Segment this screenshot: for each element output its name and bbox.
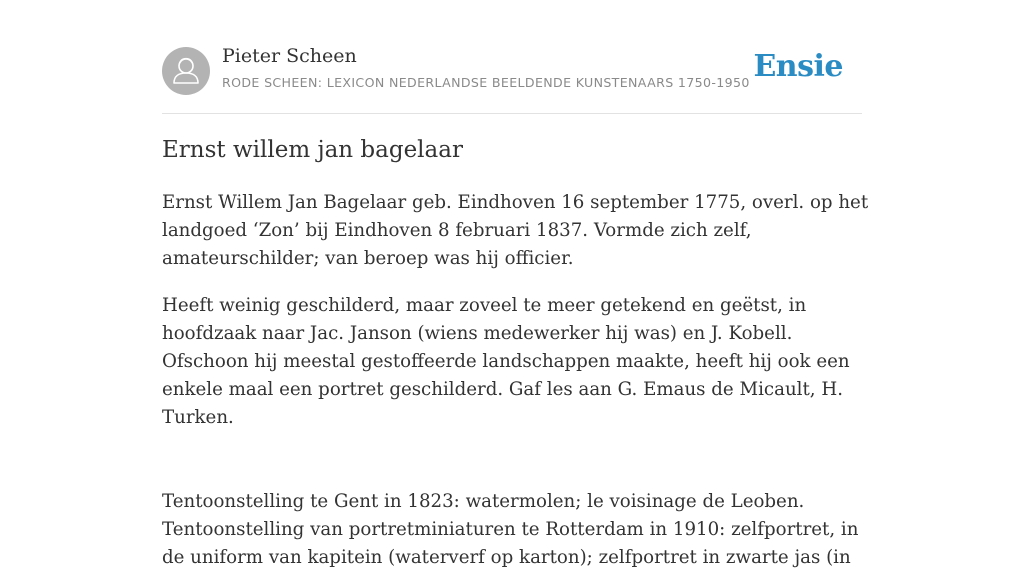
article-paragraph: Ernst Willem Jan Bagelaar geb. Eindhoven 16 september 1775, overl. op het landgoed ‘Zon’ bij Eindhoven 8 februari 1837. Vormde zich zelf, amateurschilder; van beroep was hij officier. [162,192,869,269]
ensie-logo[interactable]: Ensie [753,49,843,84]
source-label[interactable]: RODE SCHEEN: LEXICON NEDERLANDSE BEELDENDE KUNSTENAARS 1750-1950 [222,75,750,90]
article-body [162,189,872,572]
exhibition-line: Tentoonstelling te Gent in 1823: watermolen; le voisinage de Leoben. [162,491,805,512]
article-container [162,0,869,568]
article-paragraph: Heeft weinig geschilderd, maar zoveel te meer getekend en geëtst, in hoofdzaak naar Jac. Janson (wiens medewerker hij was) en J. Kobell. Ofschoon hij meestal gestoffeerde landschappen maakte, heeft hij ook een enkele maal een portret geschilderd. Gaf les aan G. Emaus de Micault, H. Turken. [162,295,850,428]
user-icon [162,47,210,95]
author-avatar[interactable] [162,47,210,95]
exhibition-line: Tentoonstelling van portretminiaturen te Rotterdam in 1910: zelfportret, in de uniform van kapitein (waterverf op karton); zelfportret in zwarte jas (in [162,519,859,568]
article-header [162,0,862,114]
exhibitions-paragraph [162,488,872,572]
article-title: Ernst willem jan bagelaar [162,137,463,163]
paragraph-spacer [162,451,872,488]
author-name[interactable]: Pieter Scheen [222,45,357,67]
